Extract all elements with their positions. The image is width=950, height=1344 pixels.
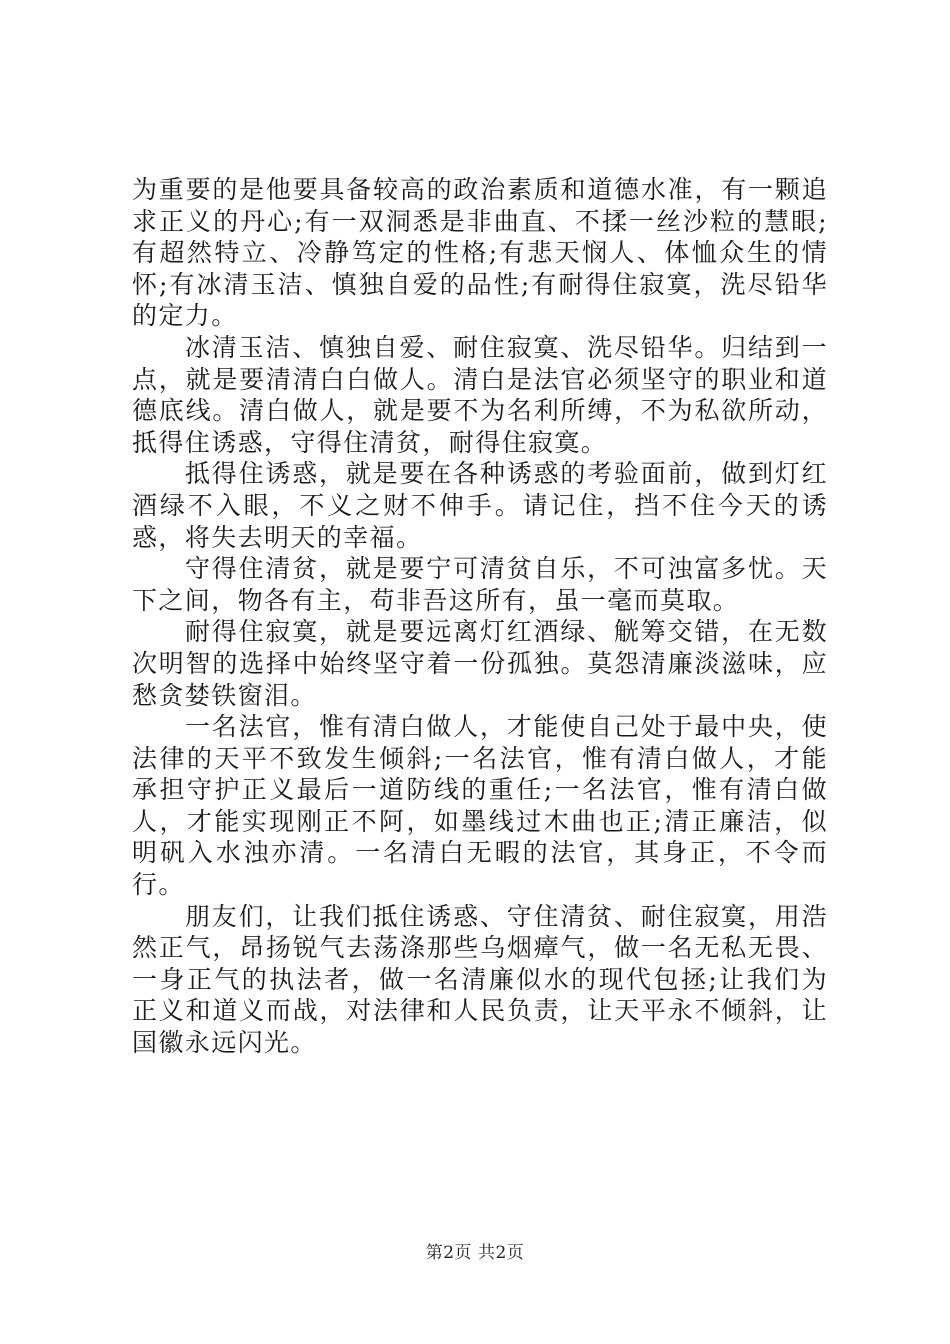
paragraph: 朋友们，让我们抵住诱惑、守住清贫、耐住寂寞，用浩然正气，昂扬锐气去荡涤那些乌烟瘴气，做一名无私无畏、一身正气的执法者，做一名清廉似水的现代包拯;让我们为正义和道义而战，对法律和人民负责，让天平永不倾斜，让国徽永远闪光。	[132, 901, 828, 1058]
paragraph: 抵得住诱惑，就是要在各种诱惑的考验面前，做到灯红酒绿不入眼，不义之财不伸手。请记住，挡不住今天的诱惑，将失去明天的幸福。	[132, 459, 828, 552]
document-body	[132, 174, 828, 1059]
paragraph: 守得住清贫，就是要宁可清贫自乐，不可浊富多忧。天下之间，物各有主，苟非吾这所有，虽一毫而莫取。	[132, 554, 828, 615]
paragraph: 一名法官，惟有清白做人，才能使自己处于最中央，使法律的天平不致发生倾斜;一名法官，惟有清白做人，才能承担守护正义最后一道防线的重任;一名法官，惟有清白做人，才能实现刚正不阿，如墨线过木曲也正;清正廉洁，似明矾入水浊亦清。一名清白无暇的法官，其身正，不令而行。	[132, 712, 828, 900]
paragraph-continuation: 为重要的是他要具备较高的政治素质和道德水准，有一颗追求正义的丹心;有一双洞悉是非曲直、不揉一丝沙粒的慧眼;有超然特立、冷静笃定的性格;有悲天悯人、体恤众生的情怀;有冰清玉洁、慎独自爱的品性;有耐得住寂寞，洗尽铅华的定力。	[132, 175, 828, 331]
paragraph: 冰清玉洁、慎独自爱、耐住寂寞、洗尽铅华。归结到一点，就是要清清白白做人。清白是法官必须坚守的职业和道德底线。清白做人，就是要不为名利所缚，不为私欲所动，抵得住诱惑，守得住清贫，耐得住寂寞。	[132, 332, 828, 457]
page-number-footer: 第2页 共2页	[425, 1243, 525, 1263]
paragraph: 耐得住寂寞，就是要远离灯红酒绿、觥筹交错，在无数次明智的选择中始终坚守着一份孤独。莫怨清廉淡滋味，应愁贪婪铁窗泪。	[132, 617, 828, 710]
